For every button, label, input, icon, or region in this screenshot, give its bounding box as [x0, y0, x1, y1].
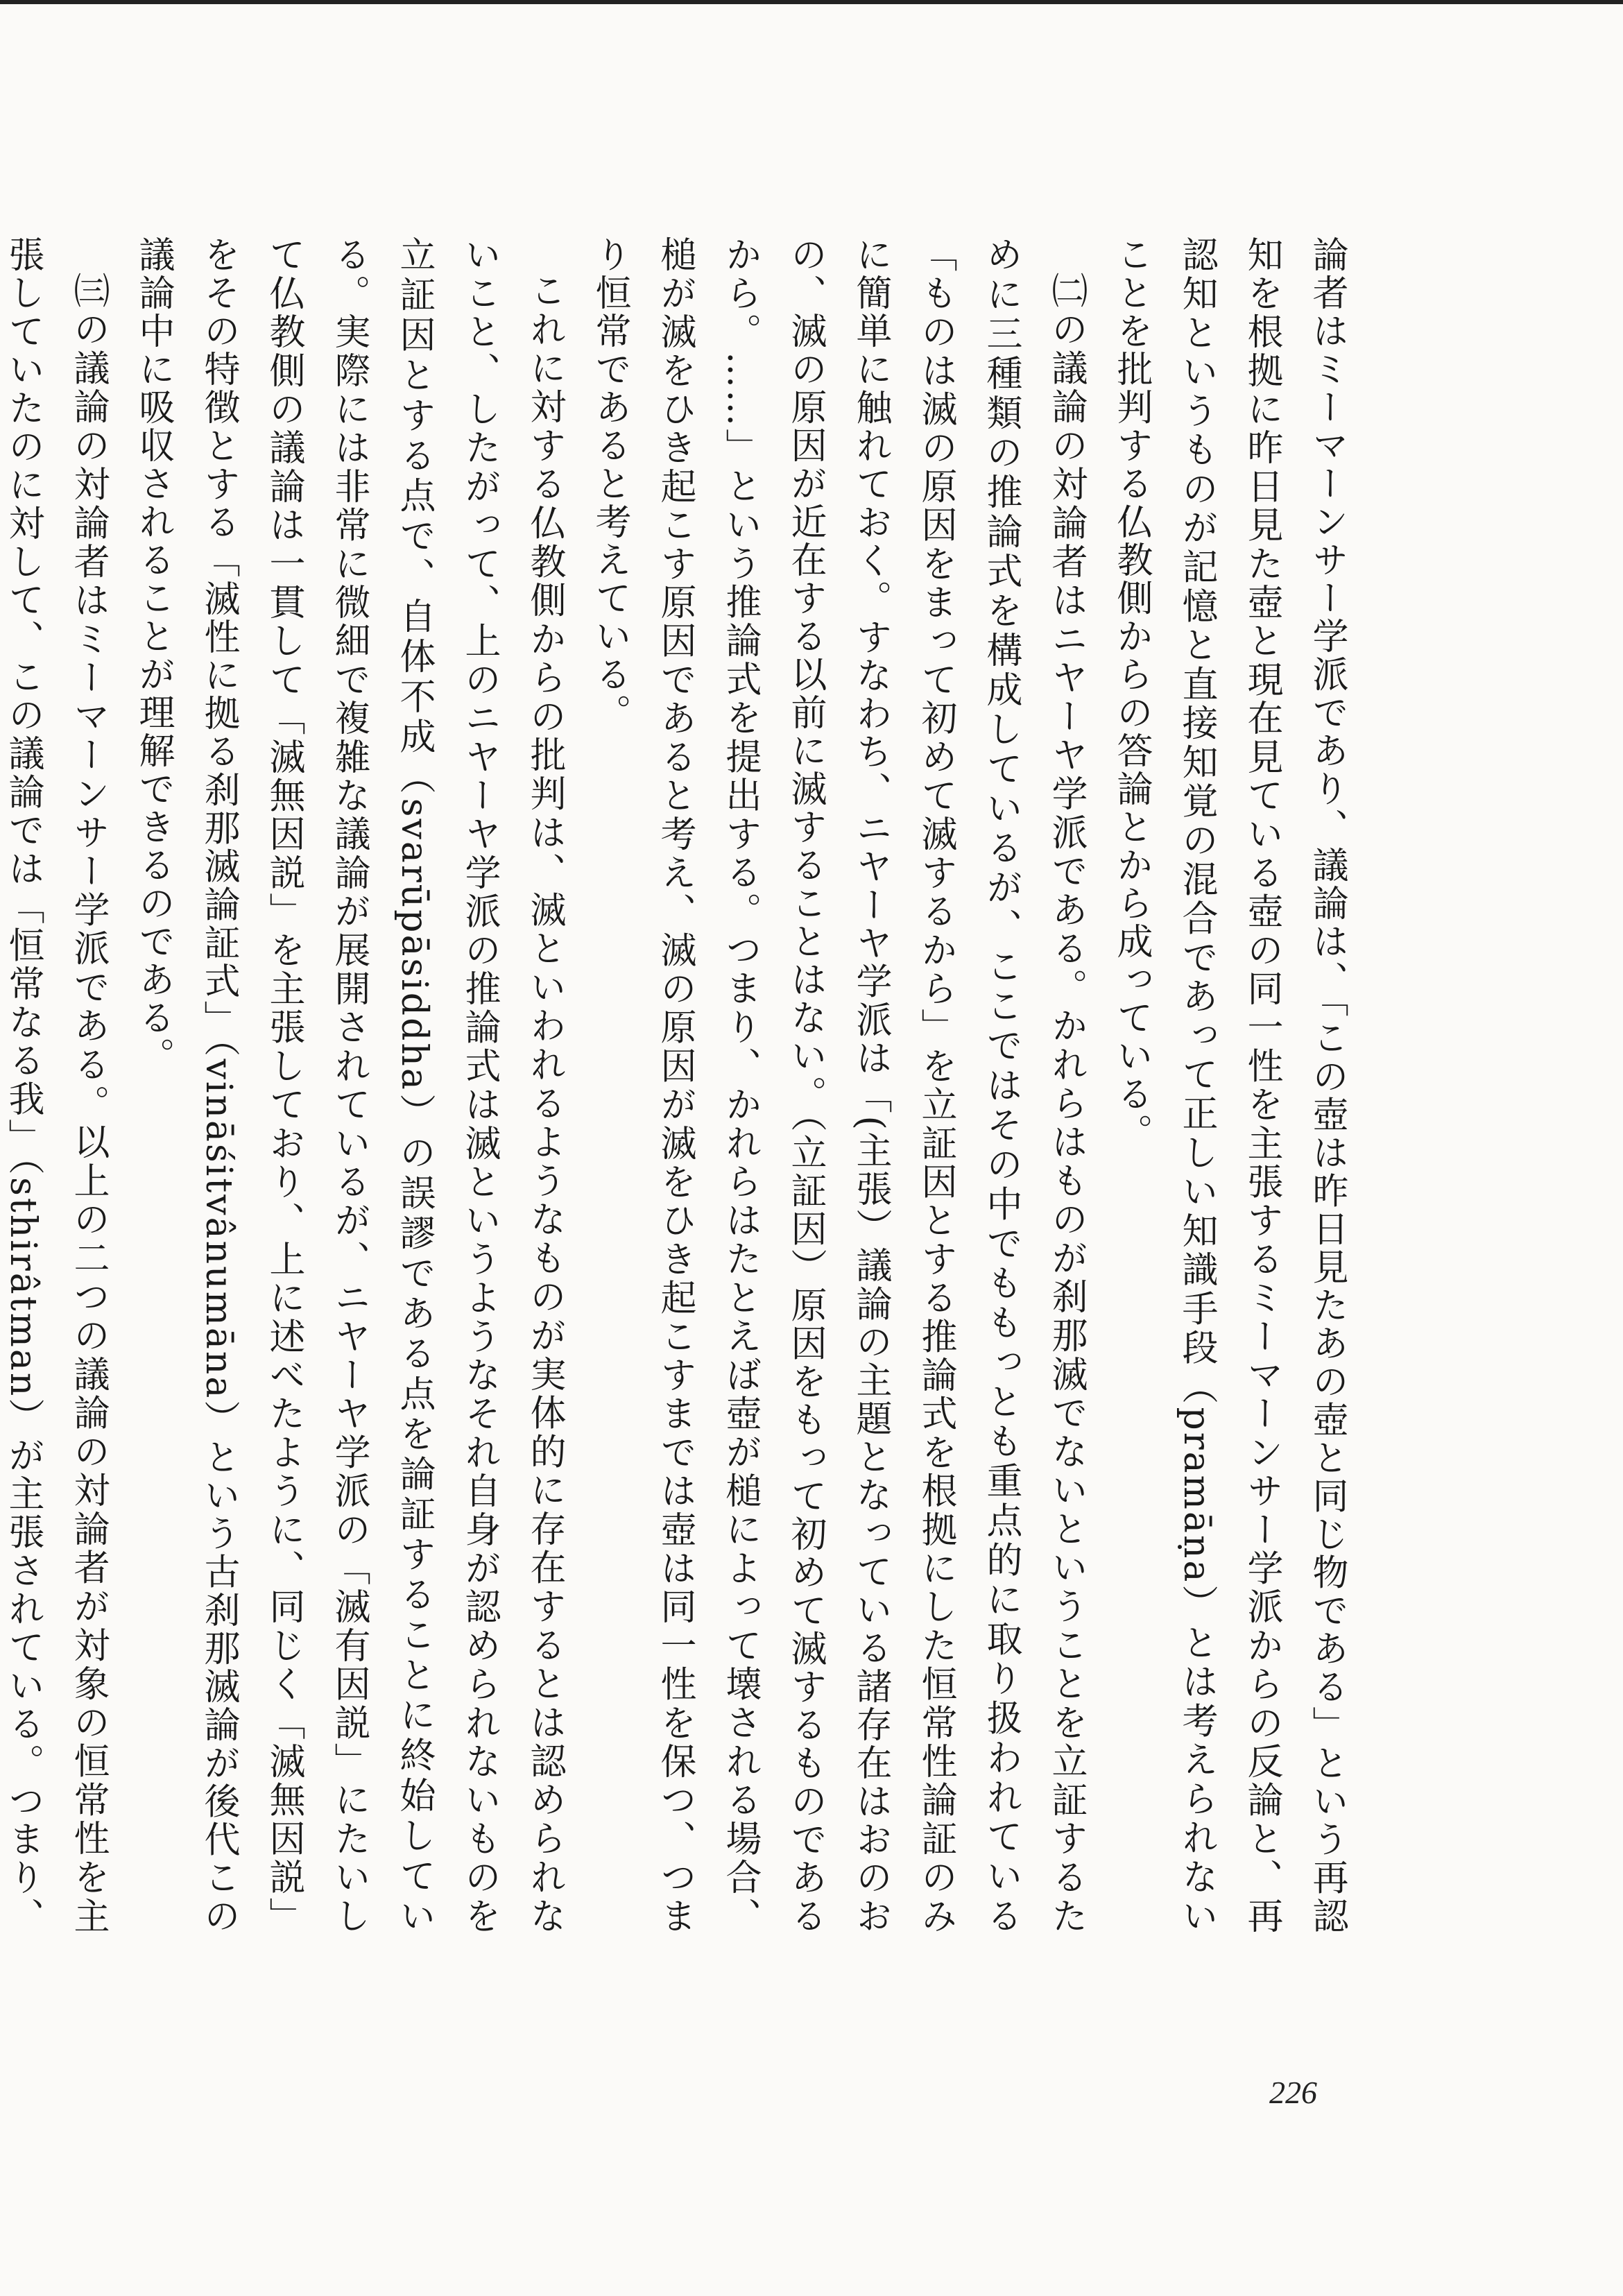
page-number: 226 [1269, 2075, 1317, 2110]
top-rule [0, 0, 1623, 4]
paragraph-2: ㈡の議論の対論者はニヤーヤ学派である。かれらはものが刹那滅でないということを立証するために三種類の推論式を構成しているが、ここではその中でももっとも重点的に取り扱われている「ものは滅の原因をまって初めて滅するから」を立証因とする推論式を根拠にした恒常性論証のみに簡単に触れておく。すなわち、ニヤーヤ学派は「(主張）議論の主題となっている諸存在はおのおの、滅の原因が近在する以前に滅することはない。（立証因）原因をもって初めて滅するものであるから。……」という推論式を提出する。つまり、かれらはたとえば壺が槌によって壊される場合、槌が滅をひき起こす原因であると考え、滅の原因が滅をひき起こすまでは壺は同一性を保つ、つまり恒常であると考えている。 [589, 236, 1087, 1936]
paragraph-3: これに対する仏教側からの批判は、滅といわれるようなものが実体的に存在するとは認められないこと、したがって、上のニヤーヤ学派の推論式は滅というようなそれ自身が認められないものを立証因とする点で、自体不成（svarūpāsiddha）の誤謬である点を論証することに終始している。実際には非常に微細で複雑な議論が展開されているが、ニヤーヤ学派の「滅有因説」にたいして仏教側の議論は一貫して「滅無因説」を主張しており、上に述べたように、同じく「滅無因説」をその特徴とする「滅性に拠る刹那滅論証式」（vināśitvânumāna）という古刹那滅論が後代この議論中に吸収されることが理解できるのである。 [132, 236, 565, 1935]
body-text [2, 236, 1359, 1936]
paragraph-4: ㈢の議論の対論者はミーマーンサー学派である。以上の二つの議論の対論者が対象の恒常性を主張していたのに対して、この議論では「恒常なる我」（sthirâtman）が主張されている。つまり、 [2, 236, 109, 1935]
paragraph-1: 論者はミーマーンサー学派であり、議論は、「この壺は昨日見たあの壺と同じ物である」という再認知を根拠に昨日見た壺と現在見ている壺の同一性を主張するミーマーンサー学派からの反論と、再認知というものが記憶と直接知覚の混合であって正しい知識手段（pramāṇa）とは考えられないことを批判する仏教側からの答論とから成っている。 [1110, 236, 1348, 1935]
